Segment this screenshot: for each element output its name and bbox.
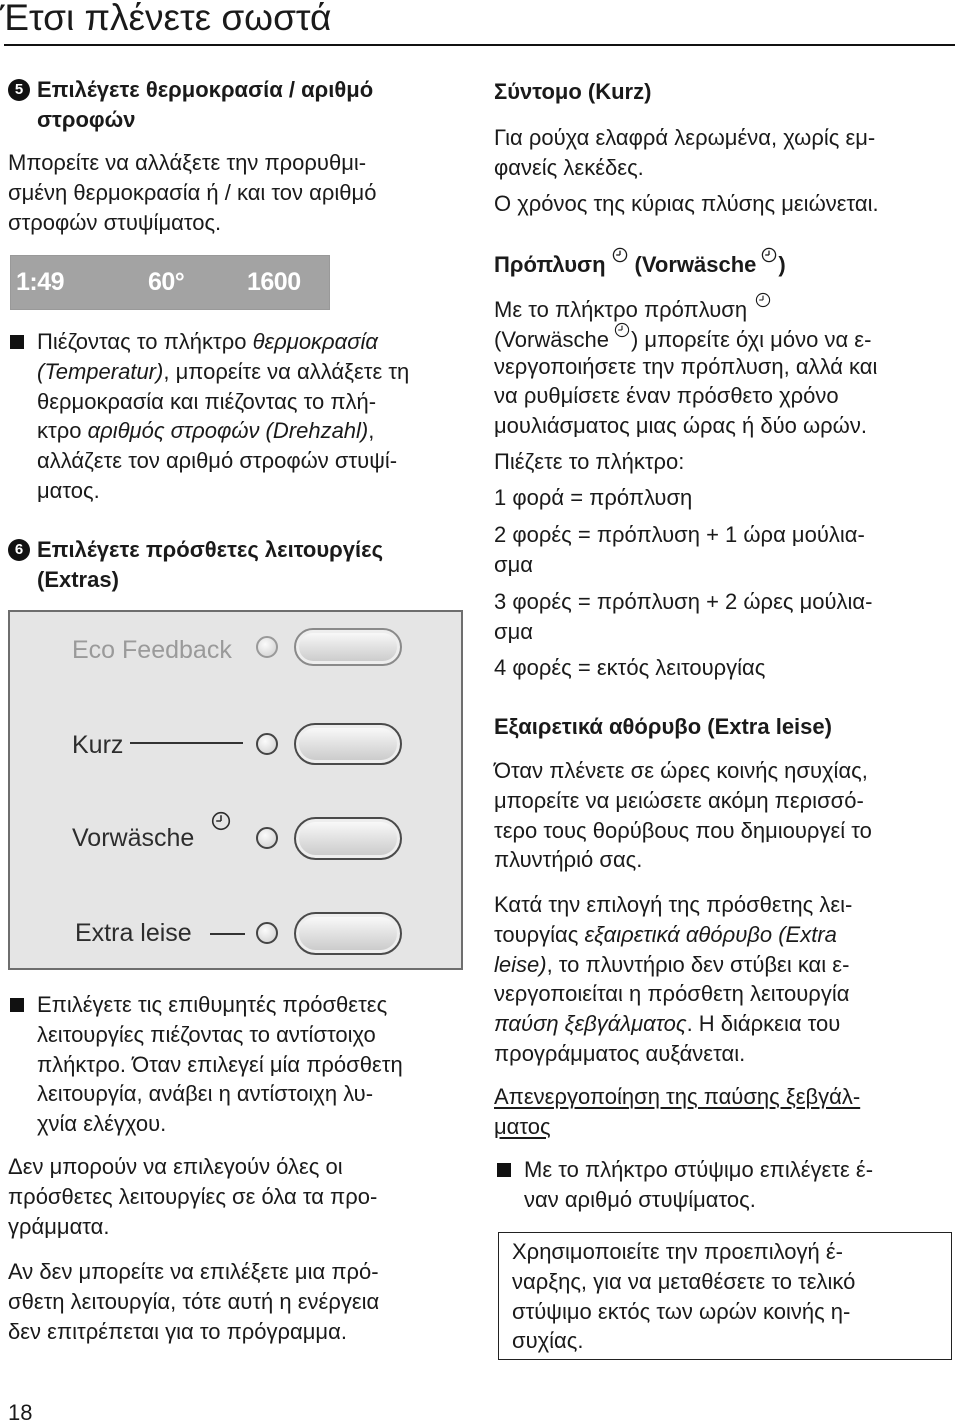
section-heading: Σύντομο (Kurz) [494,79,652,104]
text-line: σμένη θερμοκρασία ή / και τον αριθμό [8,179,377,205]
extra-leise-heading [494,712,832,742]
subheading-line [494,1112,860,1142]
text-line: Επιλέγετε τις επιθυμητές πρόσθετες [37,992,388,1017]
text-line: Πιέζετε το πλήκτρο: [494,449,685,474]
press-label [494,447,684,477]
panel-button-vorwaesche [294,817,402,860]
text-line: 2 φορές = πρόπλυση + 1 ώρα μούλια- [494,522,865,547]
text-line: χνία ελέγχου. [37,1111,167,1137]
title-divider [4,44,955,46]
indicator-light-icon [256,827,278,849]
bullet-square-icon [10,998,24,1012]
text-line: 3 φορές = πρόπλυση + 2 ώρες μούλια- [494,589,873,614]
italic-term: θερμοκρασία [252,329,378,354]
text-segment: , [368,418,375,444]
clock-icon [761,247,777,263]
text-line: Δεν μπορούν να επιλεγούν όλες οι [8,1154,343,1179]
panel-button-kurz [294,723,402,765]
text-line: να ρυθμίσετε έναν πρόσθετο χρόνο [494,383,839,409]
tip-box [498,1232,952,1360]
text-segment: . Η διάρκεια του [686,1011,841,1037]
text-line: σμα [494,618,533,644]
step-number-badge: 6 [8,539,30,561]
lcd-display-figure [10,255,330,310]
heading-line: Επιλέγετε θερμοκρασία / αριθμό [37,77,374,102]
text-line [8,416,409,446]
text-line: πλυντήριό σας. [494,847,643,873]
bullet-square-icon [10,335,24,349]
text-line: δεν επιτρέπεται για το πρόγραμμα. [8,1318,347,1344]
text-line: φανείς λεκέδες. [494,154,644,180]
text-line: τερο τους θορύβους που δημιουργεί το [494,817,872,843]
text-line: Ο χρόνος της κύριας πλύσης μειώνεται. [494,191,879,216]
text-line: πλήκτρο. Όταν επιλεγεί μία πρόσθετη [37,1051,403,1077]
text-line: Όταν πλένετε σε ώρες κοινής ησυχίας, [494,758,868,783]
text-segment: ματος [494,1113,551,1139]
text-segment: (Vorwäsche [634,252,757,277]
extra-leise-details [494,890,852,1069]
kurz-heading [494,77,651,107]
vorwaesche-heading [494,247,786,277]
rinse-hold-off-subheading [494,1082,860,1142]
text-segment: (Vorwäsche [494,326,609,352]
extras-panel-figure [8,610,463,970]
clock-icon [612,247,628,263]
vorwaesche-description [494,292,877,441]
indicator-light-icon [256,636,278,658]
section-heading: Εξαιρετικά αθόρυβο (Extra leise) [494,714,832,739]
panel-label-vorwaesche: Vorwäsche [72,824,195,852]
text-line: λειτουργία, ανάβει η αντίστοιχη λυ- [37,1081,374,1107]
text-line: Αν δεν μπορείτε να επιλέξετε μια πρό- [8,1259,379,1284]
heading-line: Επιλέγετε πρόσθετες λειτουργίες [37,537,384,562]
text-line: μουλιάσματος μιας ώρας ή δύο ωρών. [494,413,867,439]
bullet-square-icon [497,1163,511,1177]
page-number: 18 [8,1400,33,1425]
indicator-light-icon [256,733,278,755]
panel-label-kurz: Kurz [72,731,124,759]
text-line: αλλάζετε τον αριθμό στροφών στυψί- [37,448,398,474]
text-line [494,950,852,980]
text-line: σθετη λειτουργία, τότε αυτή η ενέργεια [8,1288,380,1314]
step-number-badge: 5 [8,79,30,101]
text-line [8,327,409,357]
extra-leise-description [494,756,872,875]
text-line: στύψιμο εκτός των ωρών κοινής η- [512,1298,851,1324]
subheading-line: Απενεργοποίηση της παύσης ξεβγάλ- [494,1084,861,1109]
italic-term: παύση ξεβγάλματος [494,1011,687,1037]
text-line: νεργοποιείται η πρόσθετη λειτουργία [494,981,850,1007]
text-line: ναν αριθμό στυψίματος. [524,1186,756,1212]
step5-heading [8,75,373,135]
text-line [494,292,877,322]
text-segment: ) [778,252,786,277]
text-line: λειτουργίες πιέζοντας το αντίστοιχο [37,1021,376,1047]
extras-note-availability [8,1152,377,1241]
press-option-3 [494,587,872,647]
text-line [494,1009,852,1039]
display-temperature: 60° [148,268,185,296]
text-line: Χρησιμοποιείτε την προεπιλογή έ- [512,1239,844,1264]
kurz-description [494,123,875,183]
text-line: Κατά την επιλογή της πρόσθετης λει- [494,892,853,917]
text-line: Με το πλήκτρο στύψιμο επιλέγετε έ- [524,1157,874,1182]
text-segment: κτρο [37,418,88,444]
leader-line [130,742,243,744]
press-option-4 [494,653,765,683]
text-segment: , μπορείτε να αλλάξετε τη [163,358,410,384]
display-spin-speed: 1600 [247,268,301,296]
clock-icon [614,322,630,338]
panel-label-eco-feedback: Eco Feedback [72,636,232,664]
text-segment: Πιέζοντας το πλήκτρο [37,329,253,354]
text-line: στροφών στυψίματος. [8,209,222,235]
panel-label-extra-leise: Extra leise [75,919,192,947]
extras-note-not-permitted [8,1257,379,1346]
text-segment: τουργίας [494,921,585,947]
text-line: προγράμματος αυξάνεται. [494,1040,746,1066]
heading-line: (Extras) [37,566,119,592]
spin-selection-instruction [494,1155,873,1215]
leader-line [210,933,245,935]
text-line: συχίας. [512,1328,584,1354]
text-line: ναρξης, για να μεταθέσετε το τελικό [512,1268,856,1294]
panel-button-extra-leise [294,912,402,955]
display-time: 1:49 [16,268,65,296]
press-option-2 [494,520,865,580]
step5-intro [8,148,376,237]
clock-icon [211,811,231,831]
italic-term: αριθμός στροφών (Drehzahl) [87,418,369,444]
kurz-note [494,189,879,219]
text-segment: ) μπορείτε όχι μόνο να ε- [630,326,872,352]
italic-term: εξαιρετικά αθόρυβο (Extra [584,921,837,947]
text-line: σμα [494,551,533,577]
step6-heading [8,535,383,595]
text-segment: Με το πλήκτρο πρόπλυση [494,297,748,322]
text-line: γράμματα. [8,1213,110,1239]
text-line: Για ρούχα ελαφρά λερωμένα, χωρίς εμ- [494,125,876,150]
text-segment: Πρόπλυση [494,252,606,277]
section-heading [494,247,786,277]
text-line [8,357,409,387]
temperature-spin-instruction [8,327,409,506]
text-segment: , το πλυντήριο δεν στύβει και ε- [546,951,850,977]
indicator-light-icon [256,922,278,944]
page-title: Έτσι πλένετε σωστά [0,0,332,38]
text-line: νεργοποιήσετε την πρόπλυση, αλλά και [494,353,878,379]
panel-button-eco-feedback [294,628,402,666]
text-line: μπορείτε να μειώσετε ακόμη περισσό- [494,787,864,813]
text-line: Μπορείτε να αλλάξετε την προρυθμι- [8,150,367,175]
text-line: ματος. [37,477,100,503]
extras-selection-instruction [8,990,403,1139]
italic-term: leise) [494,951,547,977]
text-line: 4 φορές = εκτός λειτουργίας [494,655,766,680]
press-option-1 [494,483,692,513]
text-line [494,322,877,352]
text-line: πρόσθετες λειτουργίες σε όλα τα προ- [8,1183,378,1209]
text-line [494,920,852,950]
italic-term: (Temperatur) [37,358,164,384]
heading-line: στροφών [37,106,136,132]
clock-icon [755,292,771,308]
text-line: θερμοκρασία και πιέζοντας το πλή- [37,388,377,414]
text-line: 1 φορά = πρόπλυση [494,485,693,510]
